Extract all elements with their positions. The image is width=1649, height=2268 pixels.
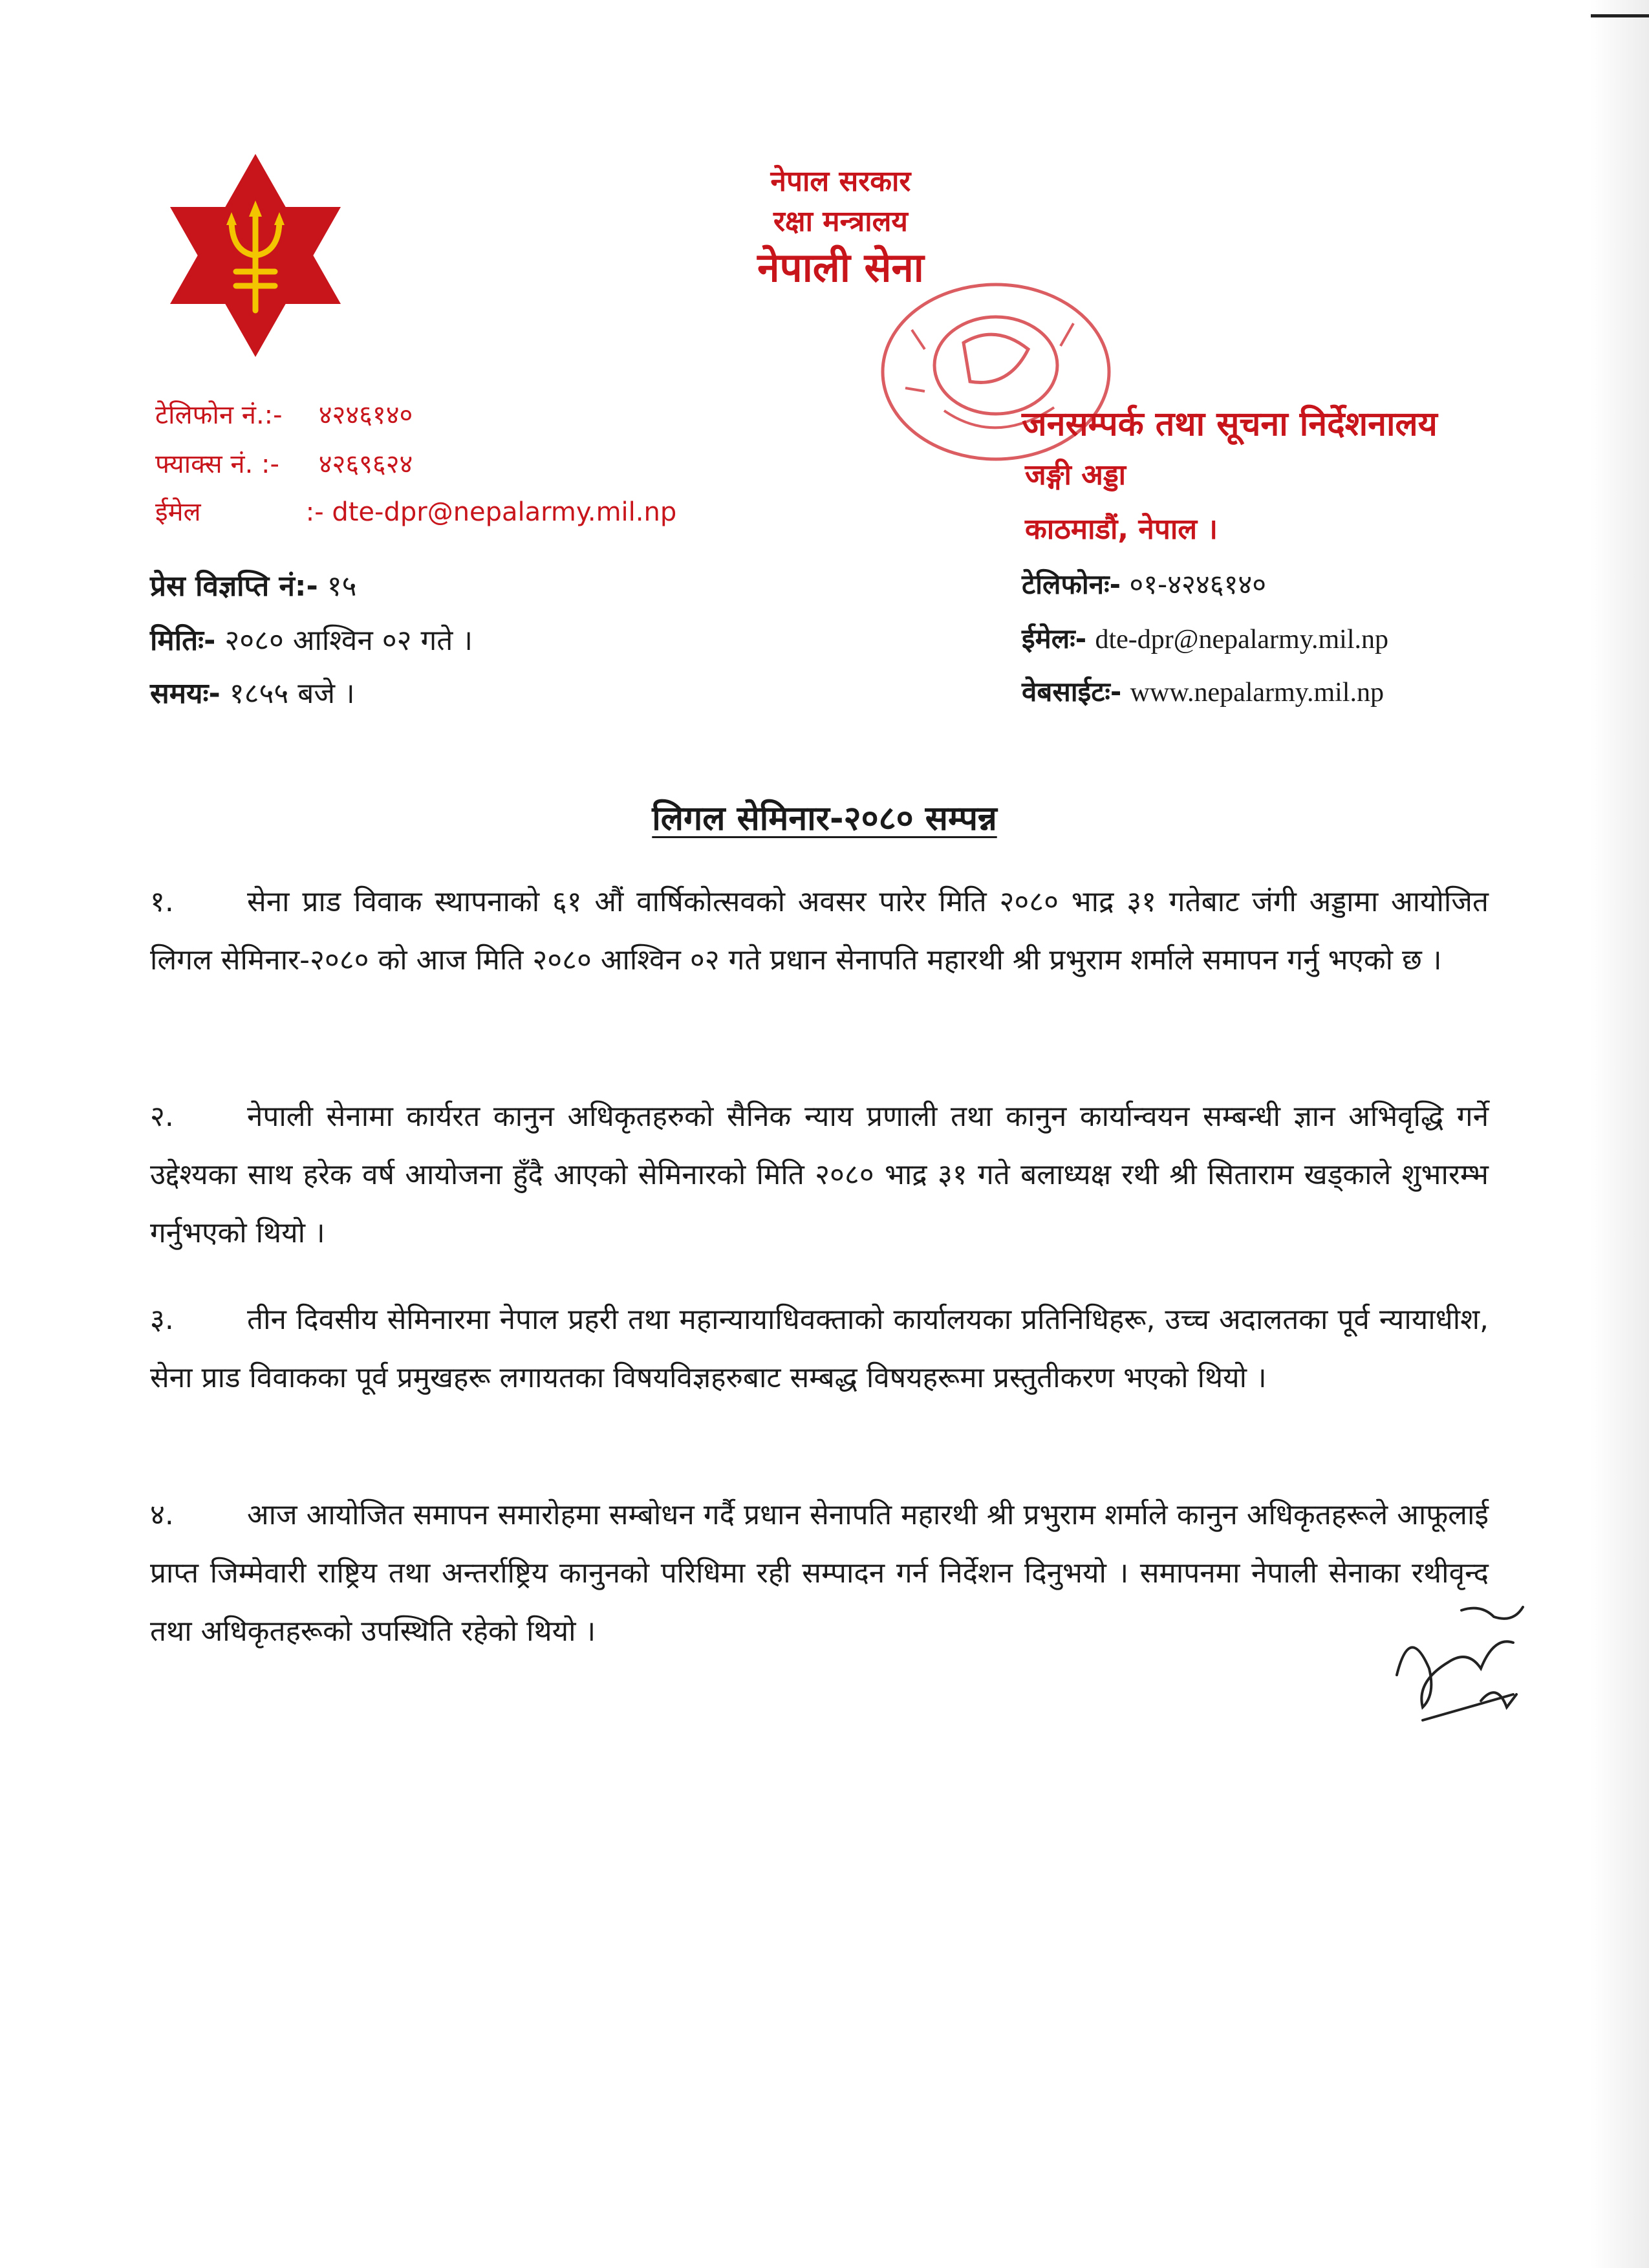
page-title [0, 794, 1649, 840]
title-text: लिगल सेमिनार-२०८० सम्पन्न [652, 799, 997, 838]
paragraph-3 [150, 1291, 1489, 1407]
right-phone-label: टेलिफोनः- [1022, 568, 1121, 600]
date-value: २०८० आश्विन ०२ गते । [224, 624, 473, 657]
ministry-name: रक्षा मन्त्रालय [773, 205, 908, 238]
right-email-value: dte-dpr@nepalarmy.mil.np [1095, 625, 1388, 654]
date-row [150, 620, 473, 658]
paragraph-number: ४. [150, 1498, 174, 1531]
website-row [1022, 673, 1384, 709]
govt-name: नेपाल सरकार [770, 165, 911, 198]
page-edge [1591, 0, 1649, 2268]
directorate-place: जङ्गी अड्डा [1025, 459, 1126, 491]
time-row [150, 673, 355, 711]
army-emblem-icon [155, 149, 356, 362]
time-value: १८५५ बजे । [229, 677, 355, 710]
directorate-name: जनसम्पर्क तथा सूचना निर्देशनालय [1022, 405, 1438, 444]
signature-icon [1384, 1597, 1533, 1733]
paragraph-number: २. [150, 1100, 174, 1133]
press-release-number: १५ [327, 570, 357, 603]
right-phone-row [1022, 565, 1266, 602]
right-phone-value: ०१-४२४६१४० [1129, 568, 1267, 600]
date-label: मितिः- [150, 624, 216, 657]
scan-edge-mark [1591, 14, 1649, 17]
paragraph-text: आज आयोजित समापन समारोहमा सम्बोधन गर्दै प्रधान सेनापति महारथी श्री प्रभुराम शर्माले कानुन अधिकृतहरूले आफूलाई प्राप्त जिम्मेवारी राष्ट्रिय तथा अन्तर्राष्ट्रिय कानुनको परिधिमा रही सम्पादन गर्न निर्देशन दिनुभयो । समापनमा नेपाली सेनाका रथीवृन्द तथा अधिकृतहरूको उपस्थिति रहेको थियो । [150, 1498, 1489, 1648]
website-value: www.nepalarmy.mil.np [1130, 678, 1384, 707]
website-label: वेबसाईटः- [1022, 676, 1122, 707]
phone-value: ४२४६१४० [318, 400, 413, 430]
fax-row [155, 445, 413, 481]
press-release-label: प्रेस विज्ञप्ति नं:- [150, 570, 318, 603]
right-email-row [1022, 620, 1388, 656]
paragraph-4 [150, 1486, 1489, 1661]
time-label: समयः- [150, 677, 221, 710]
fax-label: फ्याक्स नं. :- [155, 449, 279, 479]
email-row [155, 493, 676, 528]
phone-row [155, 396, 413, 431]
paragraph-number: १. [150, 885, 174, 918]
paragraph-text: सेना प्राड विवाक स्थापनाको ६१ औं वार्षिकोत्सवको अवसर पारेर मिति २०८० भाद्र ३१ गतेबाट जंगी अड्डामा आयोजित लिगल सेमिनार-२०८० को आज मिति २०८० आश्विन ०२ गते प्रधान सेनापति महारथी श्री प्रभुराम शर्माले समापन गर्नु भएको छ । [150, 885, 1489, 977]
paragraph-text: तीन दिवसीय सेमिनारमा नेपाल प्रहरी तथा महान्यायाधिवक्ताको कार्यालयका प्रतिनिधिहरू, उच्च अदालतका पूर्व न्यायाधीश, सेना प्राड विवाकका पूर्व प्रमुखहरू लगायतका विषयविज्ञहरुबाट सम्बद्ध विषयहरूमा प्रस्तुतीकरण भएको थियो । [150, 1303, 1489, 1394]
email-label: ईमेल [155, 497, 201, 527]
press-release-row [150, 565, 357, 604]
paragraph-1 [150, 873, 1489, 989]
army-name: नेपाली सेना [757, 244, 924, 291]
phone-label: टेलिफोन नं.:- [155, 400, 283, 430]
fax-value: ४२६९६२४ [318, 449, 413, 479]
email-value: :- dte-dpr@nepalarmy.mil.np [305, 497, 677, 527]
paragraph-2 [150, 1088, 1489, 1262]
paragraph-number: ३. [150, 1303, 174, 1336]
directorate-city: काठमाडौं, नेपाल । [1025, 513, 1218, 546]
paragraph-text: नेपाली सेनामा कार्यरत कानुन अधिकृतहरुको सैनिक न्याय प्रणाली तथा कानुन कार्यान्वयन सम्बन्धी ज्ञान अभिवृद्धि गर्ने उद्देश्यका साथ हरेक वर्ष आयोजना हुँदै आएको सेमिनारको मिति २०८० भाद्र ३१ गते बलाध्यक्ष रथी श्री सिताराम खड्काले शुभारम्भ गर्नुभएको थियो । [150, 1100, 1489, 1249]
right-email-label: ईमेलः- [1022, 623, 1087, 654]
